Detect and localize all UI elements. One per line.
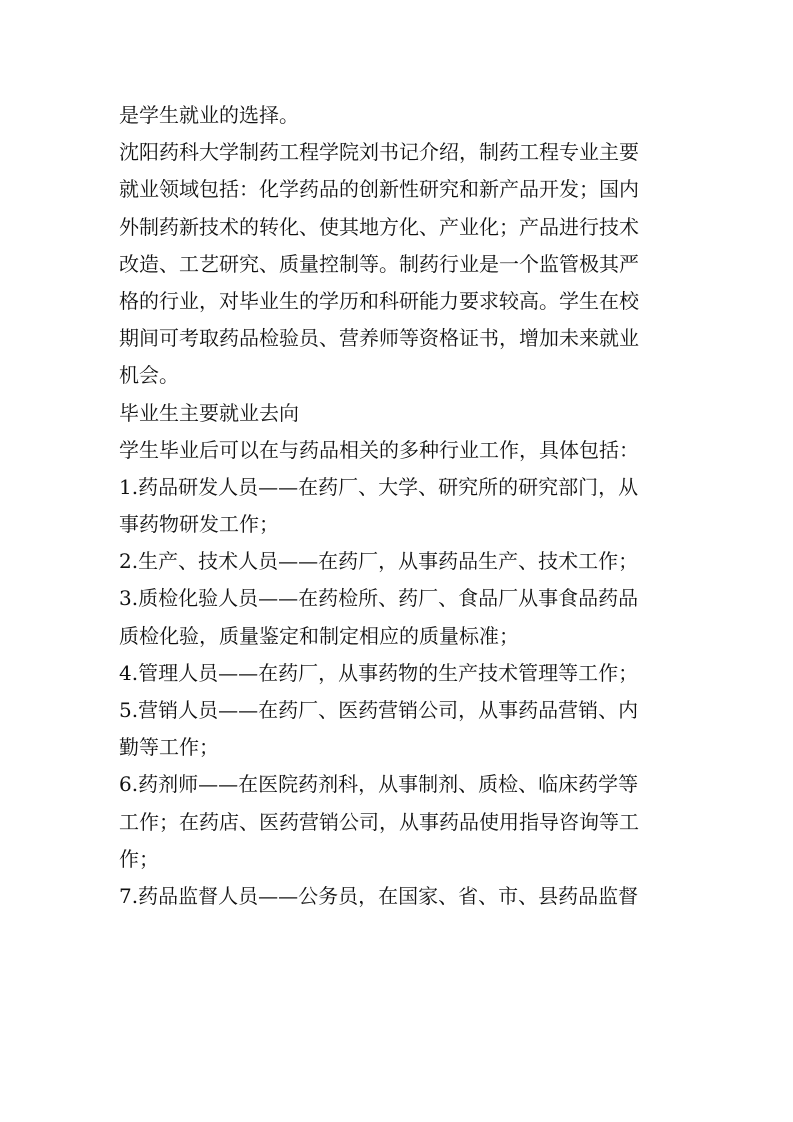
document-page [119, 97, 679, 915]
list-item-line: 作； [119, 846, 159, 871]
text-line: 沈阳药科大学制药工程学院刘书记介绍，制药工程专业主要 [119, 140, 639, 165]
list-item-line: 1.药品研发人员——在药厂、大学、研究所的研究部门，从 [119, 474, 639, 499]
list-item-line: 5.营销人员——在药厂、医药营销公司，从事药品营销、内 [119, 698, 639, 722]
section-heading: 毕业生主要就业去向 [119, 400, 299, 425]
list-item-line: 2.生产、技术人员——在药厂，从事药品生产、技术工作； [119, 549, 639, 574]
list-item-line: 3.质检化验人员——在药检所、药厂、食品厂从事食品药品 [119, 586, 639, 611]
list-item-line: 6.药剂师——在医院药剂科，从事制剂、质检、临床药学等 [119, 772, 639, 797]
list-item-line: 工作；在药店、医药营销公司，从事药品使用指导咨询等工 [119, 809, 639, 834]
text-line: 格的行业，对毕业生的学历和科研能力要求较高。学生在校 [119, 288, 639, 313]
list-item-line: 4.管理人员——在药厂，从事药物的生产技术管理等工作； [119, 660, 639, 685]
list-item-line: 事药物研发工作； [119, 512, 279, 537]
text-line: 就业领域包括：化学药品的创新性研究和新产品开发；国内 [119, 177, 639, 202]
list-item-line: 勤等工作； [119, 735, 219, 760]
list-item-line: 7.药品监督人员——公务员，在国家、省、市、县药品监督 [119, 883, 639, 908]
text-line: 学生毕业后可以在与药品相关的多种行业工作，具体包括： [119, 437, 639, 462]
text-line: 是学生就业的选择。 [119, 103, 299, 127]
text-line: 机会。 [119, 363, 179, 388]
list-item-line: 质检化验，质量鉴定和制定相应的质量标准； [119, 623, 519, 648]
text-line: 改造、工艺研究、质量控制等。制药行业是一个监管极其严 [119, 251, 639, 276]
text-line: 期间可考取药品检验员、营养师等资格证书，增加未来就业 [119, 326, 639, 351]
text-line: 外制药新技术的转化、使其地方化、产业化；产品进行技术 [119, 214, 639, 239]
